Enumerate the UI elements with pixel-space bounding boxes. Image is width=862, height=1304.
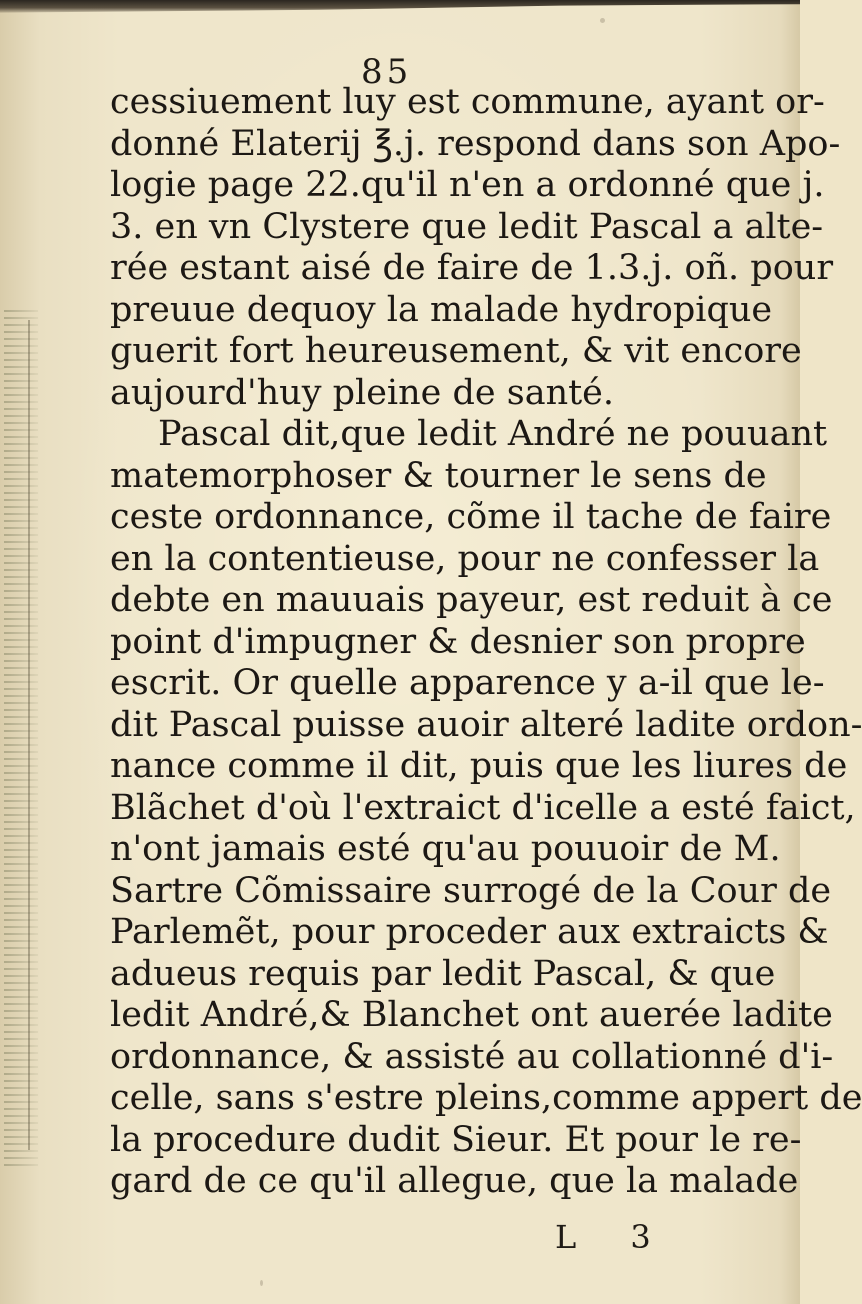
- binding-fold-line: [28, 320, 30, 1150]
- text-line: nance comme il dit, puis que les liures de: [110, 746, 848, 786]
- paper-speck: [600, 18, 605, 23]
- text-line: en la contentieuse, pour ne confesser la: [110, 538, 820, 579]
- text-line: celle, sans s'estre pleins,comme appert de: [110, 1078, 862, 1118]
- text-line: la procedure dudit Sieur. Et pour le re-: [110, 1119, 802, 1160]
- body-text: [110, 82, 862, 1203]
- text-line: n'ont jamais esté qu'au pouuoir de M.: [110, 829, 781, 869]
- text-line: 3. en vn Clystere que ledit Pascal a alte-: [110, 206, 824, 247]
- page-number: 85: [361, 52, 413, 92]
- text-line: escrit. Or quelle apparence y a-il que le-: [110, 663, 825, 703]
- text-line: matemorphoser & tourner le sens de: [110, 455, 767, 496]
- text-line: ceste ordonnance, cõme il tache de faire: [110, 497, 832, 537]
- text-line: aujourd'huy pleine de santé.: [110, 372, 615, 413]
- text-line: dit Pascal puisse auoir alteré ladite ordon-: [110, 704, 862, 745]
- text-line: cessiuement luy est commune, ayant or-: [110, 82, 825, 122]
- text-line: guerit fort heureusement, & vit encore: [110, 331, 802, 371]
- text-line: ordonnance, & assisté au collationné d'i-: [110, 1036, 834, 1077]
- paragraph-first-line: Pascal dit,que ledit André ne pouuant: [158, 414, 828, 454]
- text-line: rée estant aisé de faire de 1.3.j. oñ. pour: [110, 248, 834, 288]
- text-line: point d'impugner & desnier son propre: [110, 621, 806, 662]
- text-line: ledit André,& Blanchet ont auerée ladite: [110, 995, 833, 1035]
- text-line: adueus requis par ledit Pascal, & que: [110, 953, 776, 994]
- paper-speck: [260, 1280, 263, 1286]
- text-line: Parlemẽt, pour proceder aux extraicts &: [110, 912, 829, 952]
- text-line: donné Elaterij ℥.j. respond dans son Apo-: [110, 123, 841, 164]
- text-line: logie page 22.qu'il n'en a ordonné que j.: [110, 165, 825, 205]
- text-line: Sartre Cõmissaire surrogé de la Cour de: [110, 870, 832, 911]
- text-line: gard de ce qu'il allegue, que la malade: [110, 1161, 799, 1201]
- signature-mark: L 3: [555, 1218, 673, 1256]
- text-line: Blãchet d'où l'extraict d'icelle a esté faict,: [110, 787, 856, 828]
- text-line: debte en mauuais payeur, est reduit à ce: [110, 580, 833, 620]
- page-top-shadow: [0, 0, 800, 14]
- binding-stitch-marks: [4, 310, 38, 1170]
- text-line: preuue dequoy la malade hydropique: [110, 289, 773, 330]
